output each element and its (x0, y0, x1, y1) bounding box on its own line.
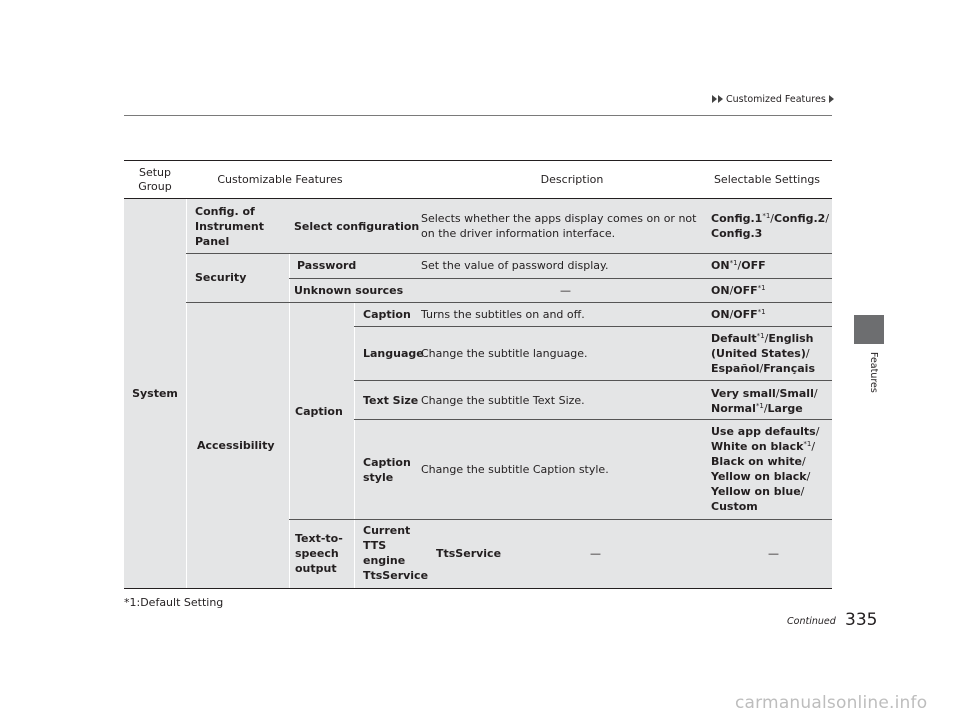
col-divider (289, 302, 290, 519)
table-bottom-rule (124, 588, 832, 589)
row-rule (354, 326, 832, 327)
row-rule (354, 380, 832, 381)
row-rule (186, 302, 832, 303)
text-size-feature: Text Size (363, 394, 419, 407)
password-settings: ON$^{*1}$/OFF (711, 259, 766, 272)
caption-feature: Caption (363, 308, 411, 321)
page-number: 335 (845, 610, 878, 630)
tts-description: — (590, 547, 601, 560)
row-rule (289, 519, 832, 520)
language-description: Change the subtitle language. (421, 347, 588, 360)
caption-style-description: Change the subtitle Caption style. (421, 463, 609, 476)
caption-settings: ON/OFF$^{*1}$ (711, 308, 766, 321)
row-rule (289, 278, 832, 279)
header-selectable-settings: Selectable Settings (713, 173, 821, 186)
col-divider (186, 198, 187, 589)
language-settings: Default$^{*1}$/English (United States)/ Español/Français (711, 332, 816, 375)
security-title: Security (195, 271, 247, 284)
section-tab-label: Features (868, 352, 879, 393)
section-tab (854, 315, 884, 344)
breadcrumb-label: Customized Features (726, 94, 826, 105)
arrow-icon (829, 95, 834, 103)
tts-settings: — (768, 547, 779, 560)
config-feature: Select configuration (294, 220, 420, 233)
group-system: System (132, 387, 178, 400)
header-setup-group: Setup Group (138, 166, 172, 193)
row-rule (186, 253, 832, 254)
caption-style-settings: Use app defaults/ White on black$^{*1}$/ Black on white/ Yellow on black/ Yellow on blue/ Custom (711, 425, 820, 513)
tts-title: Text-to- speech output (295, 532, 343, 575)
unknown-sources-settings: ON/OFF$^{*1}$ (711, 284, 766, 297)
text-size-description: Change the subtitle Text Size. (421, 394, 585, 407)
row-rule (354, 419, 832, 420)
header-description: Description (540, 173, 604, 186)
tts-feature: TtsService (436, 547, 502, 560)
breadcrumb (712, 94, 834, 105)
col-divider (289, 519, 290, 589)
continued-label: Continued (787, 616, 836, 627)
footnote: *1:Default Setting (124, 596, 224, 609)
accessibility-title: Accessibility (197, 439, 275, 452)
arrow-icon (712, 95, 717, 103)
password-feature: Password (297, 259, 357, 272)
caption-style-feature: Caption style (363, 456, 411, 484)
header-rule (124, 115, 832, 116)
col-divider (354, 302, 355, 519)
caption-description: Turns the subtitles on and off. (421, 308, 585, 321)
tts-engine: Current TTS engine TtsService (363, 524, 429, 582)
caption-title: Caption (295, 405, 343, 418)
password-description: Set the value of password display. (421, 259, 609, 272)
watermark: carmanualsonline.info (735, 693, 928, 713)
config-description: Selects whether the apps display comes on or not on the driver information interface. (421, 212, 697, 240)
unknown-sources-description: — (560, 284, 571, 297)
config-title: Config. of Instrument Panel (195, 205, 264, 248)
arrow-icon (718, 95, 723, 103)
table-top-rule (124, 160, 832, 161)
header-customizable-features: Customizable Features (217, 173, 343, 186)
customizable-features-table (124, 160, 832, 589)
unknown-sources-feature: Unknown sources (294, 284, 404, 297)
header-bottom-rule (124, 198, 832, 199)
config-settings: Config.1$^{*1}$/Config.2/ Config.3 (711, 212, 830, 240)
language-feature: Language (363, 347, 424, 360)
col-divider (354, 519, 355, 589)
text-size-settings: Very small/Small/ Normal$^{*1}$/Large (711, 387, 818, 415)
